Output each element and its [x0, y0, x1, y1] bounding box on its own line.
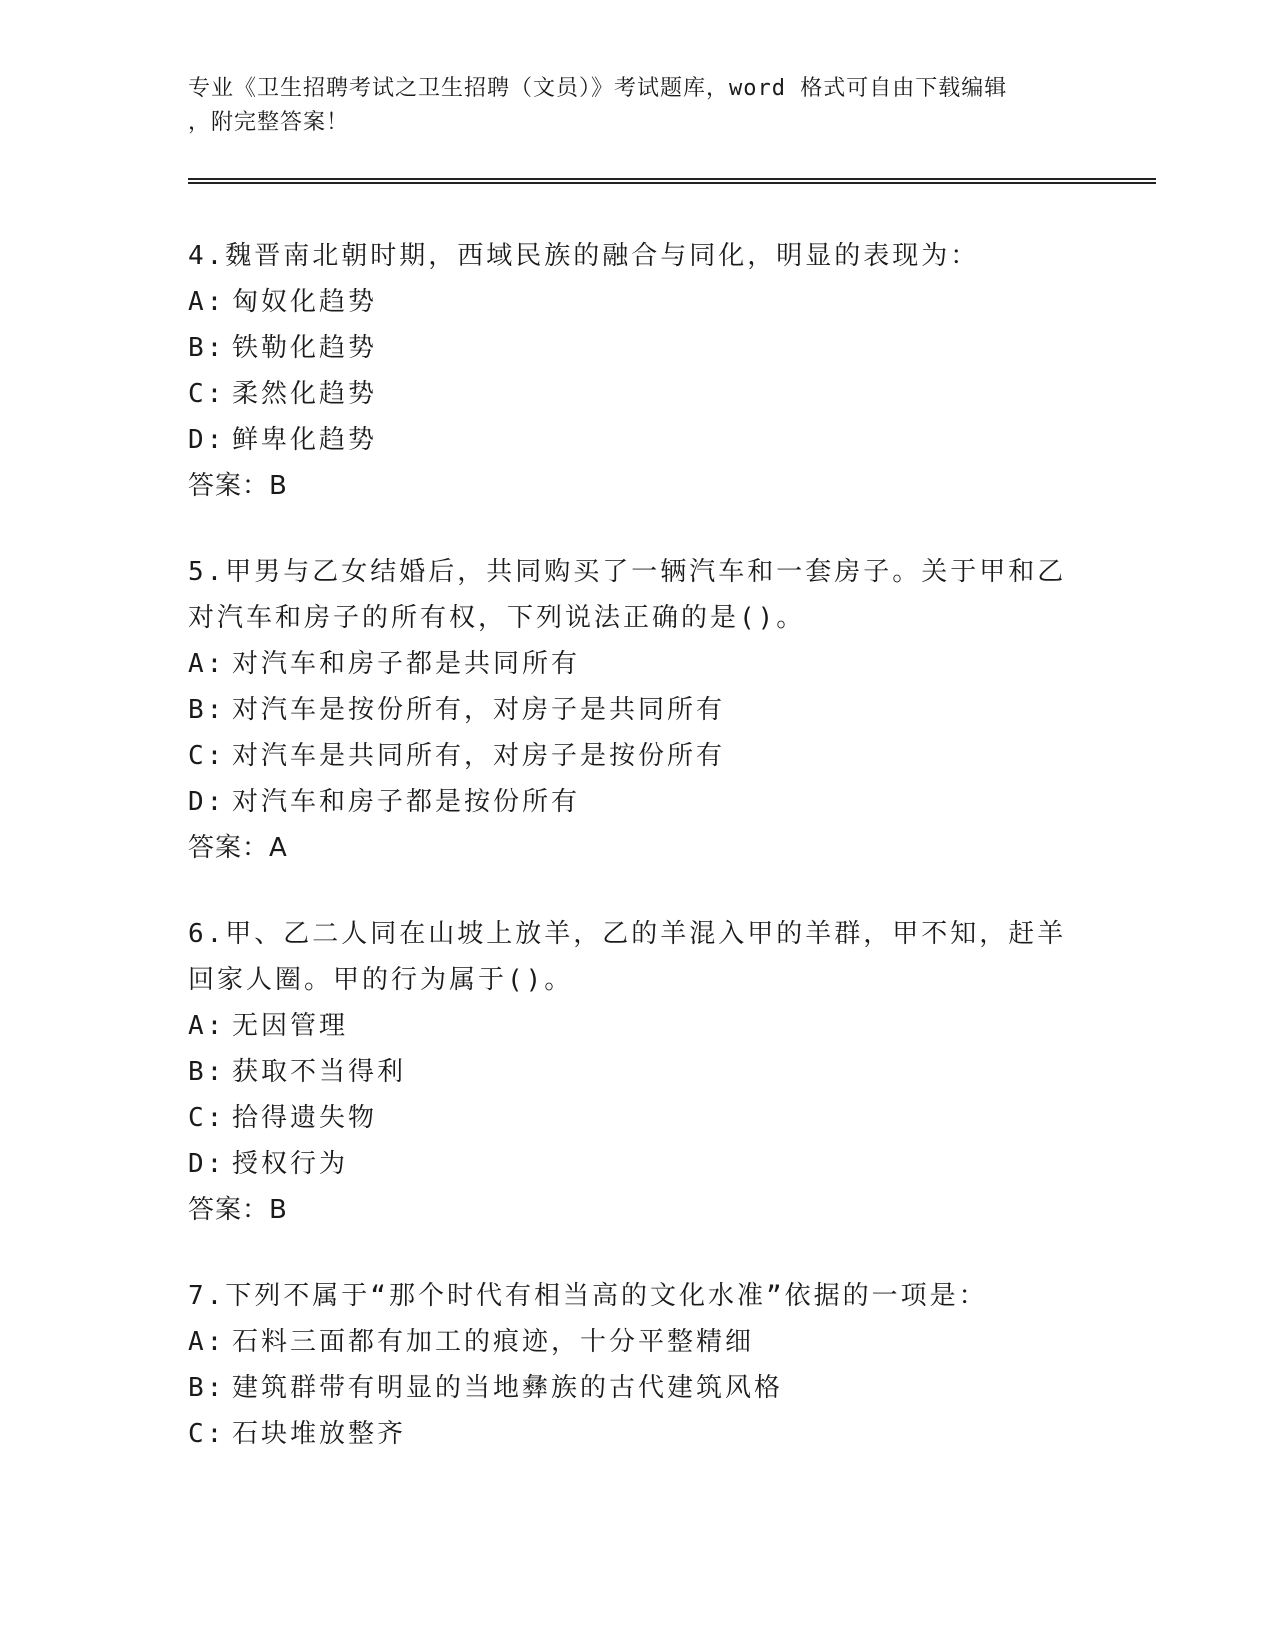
option-a: [188, 1003, 1088, 1049]
option-a: [188, 1319, 1088, 1365]
option-letter: D:: [188, 1149, 226, 1179]
option-text: 铁勒化趋势: [232, 333, 378, 363]
option-text: 对汽车是按份所有，对房子是共同所有: [232, 695, 726, 725]
option-text: 柔然化趋势: [232, 379, 378, 409]
option-a: [188, 641, 1088, 687]
option-d: [188, 1141, 1088, 1187]
option-letter: C:: [188, 1419, 226, 1449]
option-text: 匈奴化趋势: [232, 287, 378, 317]
header-line-2: ，附完整答案！: [188, 110, 350, 135]
option-letter: D:: [188, 425, 226, 455]
answer-line: 答案：B: [188, 1195, 288, 1225]
question-stem: 7.下列不属于“那个时代有相当高的文化水准”依据的一项是：: [188, 1281, 988, 1311]
question-item: [188, 549, 1088, 871]
option-text: 对汽车是共同所有，对房子是按份所有: [232, 741, 726, 771]
option-text: 建筑群带有明显的当地彝族的古代建筑风格: [232, 1373, 784, 1403]
option-text: 无因管理: [232, 1011, 349, 1041]
option-text: 授权行为: [232, 1149, 349, 1179]
option-b: [188, 1049, 1088, 1095]
option-d: [188, 779, 1088, 825]
option-c: [188, 1095, 1088, 1141]
option-letter: D:: [188, 787, 226, 817]
option-letter: A:: [188, 649, 226, 679]
option-c: [188, 371, 1088, 417]
option-text: 石块堆放整齐: [232, 1419, 407, 1449]
option-letter: A:: [188, 1327, 226, 1357]
question-item: [188, 1273, 1088, 1457]
question-stem-continued: 对汽车和房子的所有权，下列说法正确的是()。: [188, 603, 806, 633]
option-d: [188, 417, 1088, 463]
answer-line: 答案：B: [188, 471, 288, 501]
option-b: [188, 325, 1088, 371]
option-c: [188, 733, 1088, 779]
question-stem-continued: 回家人圈。甲的行为属于()。: [188, 965, 574, 995]
option-text: 石料三面都有加工的痕迹，十分平整精细: [232, 1327, 755, 1357]
question-stem: 5.甲男与乙女结婚后，共同购买了一辆汽车和一套房子。关于甲和乙: [188, 557, 1067, 587]
option-letter: C:: [188, 1103, 226, 1133]
option-text: 鲜卑化趋势: [232, 425, 378, 455]
option-letter: C:: [188, 741, 226, 771]
option-text: 拾得遗失物: [232, 1103, 378, 1133]
answer-line: 答案：A: [188, 833, 288, 863]
question-item: [188, 233, 1088, 509]
option-letter: A:: [188, 287, 226, 317]
option-c: [188, 1411, 1088, 1457]
question-stem: 6.甲、乙二人同在山坡上放羊，乙的羊混入甲的羊群，甲不知，赶羊: [188, 919, 1067, 949]
option-b: [188, 687, 1088, 733]
option-letter: B:: [188, 333, 226, 363]
option-text: 获取不当得利: [232, 1057, 407, 1087]
header-double-rule: [188, 178, 1156, 184]
option-b: [188, 1365, 1088, 1411]
header-line-1: 专业《卫生招聘考试之卫生招聘（文员）》考试题库，word 格式可自由下载编辑: [188, 76, 1008, 101]
option-letter: C:: [188, 379, 226, 409]
option-letter: A:: [188, 1011, 226, 1041]
option-letter: B:: [188, 695, 226, 725]
question-list: [188, 233, 1088, 1497]
option-a: [188, 279, 1088, 325]
option-text: 对汽车和房子都是按份所有: [232, 787, 581, 817]
document-header: [188, 72, 1068, 140]
option-text: 对汽车和房子都是共同所有: [232, 649, 581, 679]
question-item: [188, 911, 1088, 1233]
option-letter: B:: [188, 1373, 226, 1403]
option-letter: B:: [188, 1057, 226, 1087]
question-stem: 4.魏晋南北朝时期，西域民族的融合与同化，明显的表现为：: [188, 241, 980, 271]
